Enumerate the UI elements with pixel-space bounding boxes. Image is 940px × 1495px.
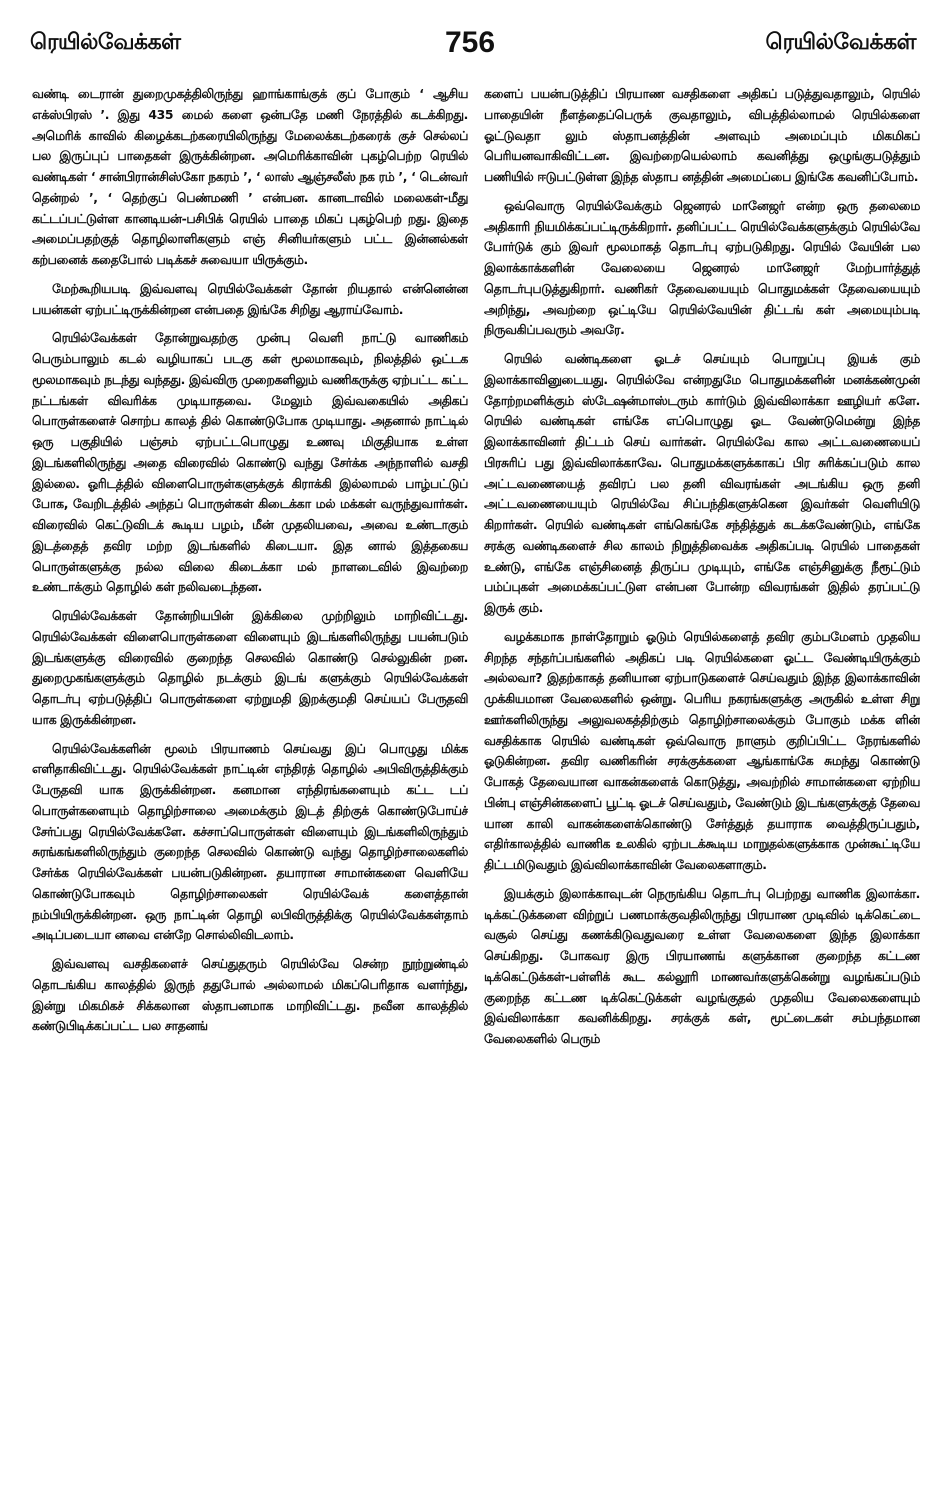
paragraph: வழக்கமாக நாள்தோறும் ஓடும் ரெயில்களைத் தவிர கும்பமேளம் முதலிய சிறந்த சந்தர்ப்பங்களில் அதிகப் படி ரெயில்களை ஓட்ட வேண்டியிருக்கும் அல்லவா? இதற்காகத் தனியான ஏற்பாடுகளைச் செய்வதும் இந்த இலாக்காவின் முக்கியமான வேலைகளில் ஒன்று. பெரிய நகரங்களுக்கு அருகில் உள்ள சிறு ஊர்களிலிருந்து அலுவலகத்திற்கும் தொழிற்சாலைக்கும் போகும் மக்க ளின் வசதிக்காக ரெயில் வண்டிகள் ஒவ்வொரு நாளும் குறிப்பிட்ட நேரங்களில் ஓடுகின்றன. தவிர வணிகரின் சரக்குக்களை ஆங்காங்கே சுமந்து கொண்டு போகத் தேவையான வாகன்களைக் கொடுத்து, அவற்றில் சாமான்களை ஏற்றிய பின்பு எஞ்சின்களைப் பூட்டி ஓடச் செய்வதும், வேண்டும் இடங்களுக்குத் தேவை யான காலி வாகன்களைக்கொண்டு சேர்த்துத் தயாராக வைத்திருப்பதும், எதிர்காலத்தில் வாணிக உலகில் ஏற்படக்கூடிய மாறுதல்களுக்காக முன்கூட்டியே திட்டமிடுவதும் இவ்விலாக்காவின் வேலைகளாகும். xyxy=(484,628,920,872)
paragraph: ரெயில் வண்டிகளை ஓடச் செய்யும் பொறுப்பு இயக் கும் இலாக்காவினுடையது. ரெயில்வே என்றதுமே பொதுமக்களின் மனக்கண்முன் தோற்றமளிக்கும் ஸ்டேஷன்மாஸ்டரும் கார்டும் இவ்விலாக்கா ஊழியர் களே. ரெயில் வண்டிகள் எங்கே எப்பொழுது ஓட வேண்டுமென்று இந்த இலாக்காவினர் திட்டம் செய் வார்கள். ரெயில்வே கால அட்டவணையைப் பிரசுரிப் பது இவ்விலாக்காவே. பொதுமக்களுக்காகப் பிர சுரிக்கப்படும் கால அட்டவணையைத் தவிரப் பல தனி விவரங்கள் அடங்கிய ஒரு தனி அட்டவணையையும் ரெயில்வே சிப்பந்திகளுக்கென இவர்கள் வெளியிடு கிறார்கள். ரெயில் வண்டிகள் எங்கெங்கே சந்தித்துக் கடக்கவேண்டும், எங்கே சரக்கு வண்டிகளைச் சில காலம் நிறுத்திவைக்க அதிகப்படி ரெயில் பாதைகள் உண்டு, எங்கே எஞ்சினைத் திருப்ப முடியும், எங்கே எஞ்சினுக்கு நீரூட்டும் பம்ப்புகள் அமைக்கப்பட்டுள என்பன போன்ற விவரங்கள் இதில் தரப்பட்டு இருக் கும். xyxy=(484,351,920,615)
right-column xyxy=(484,84,920,1484)
paragraph: இவ்வளவு வசதிகளைச் செய்துதரும் ரெயில்வே சென்ற நூற்றுண்டில் தொடங்கிய காலத்தில் இருந் ததுபோல் அல்லாமல் மிகப்பெரிதாக வளர்ந்து, இன்று மிகமிகச் சிக்கலான ஸ்தாபனமாக மாறிவிட்டது. நவீன காலத்தில் கண்டுபிடிக்கப்பட்ட பல சாதனங் xyxy=(32,956,468,1034)
paragraph: ரெயில்வேக்கள் தோன்றுவதற்கு முன்பு வெளி நாட்டு வாணிகம் பெரும்பாலும் கடல் வழியாகப் படகு கள் மூலமாகவும், நிலத்தில் ஒட்டக மூலமாகவும் நடந்து வந்தது. இவ்விரு முறைகளிலும் வணிகருக்கு ஏற்பட்ட கட்ட நட்டங்கள் விவரிக்க முடியாதவை. மேலும் இவ்வகையில் அதிகப் பொருள்களைச் சொற்ப காலத் தில் கொண்டுபோக முடியாது. அதனால் நாட்டில் ஒரு பகுதியில் பஞ்சம் ஏற்பட்டபொழுது உணவு மிகுதியாக உள்ள இடங்களிலிருந்து அதை விரைவில் கொண்டு வந்து சேர்க்க அந்நாளில் வசதி இல்லை. ஓரிடத்தில் விளைபொருள்களுக்குக் கிராக்கி இல்லாமல் பாழ்பட்டுப் போக, வேறிடத்தில் அந்தப் பொருள்கள் கிடைக்கா மல் மக்கள் வருந்துவார்கள். விரைவில் கெட்டுவிடக் கூடிய பழம், மீன் முதலியவை, அவை உண்டாகும் இடத்தைத் தவிர மற்ற இடங்களில் கிடையா. இத னால் இத்தகைய பொருள்களுக்கு நல்ல விலை கிடைக்கா மல் நாளடைவில் இவற்றை உண்டாக்கும் தொழில் கள் நலிவடைந்தன. xyxy=(32,330,468,595)
paragraph: மேற்கூறியபடி இவ்வளவு ரெயில்வேக்கள் தோன் றியதால் என்னென்ன பயன்கள் ஏற்பட்டிருக்கின்றன என்பதை இங்கே சிறிது ஆராய்வோம். xyxy=(32,280,468,317)
paragraph: வண்டி டைரான் துறைமுகத்திலிருந்து ஹாங்காங்குக் குப் போகும் ‘ ஆசிய எக்ஸ்பிரஸ் ’. இது 435 மைல் களை ஒன்பதே மணி நேரத்தில் கடக்கிறது. அமெரிக் காவில் கிழைக்கடற்கரையிலிருந்து மேலைக்கடற்கரைக் குச் செல்லப் பல இருப்புப் பாதைகள் இருக்கின்றன. அமெரிக்காவின் புகழ்பெற்ற ரெயில் வண்டிகள் ‘ சான்பிரான்சிஸ்கோ நகரம் ’, ‘ லாஸ் ஆஞ்சலீஸ் நக ரம் ’, ‘ டென்வர் தென்றல் ’, ‘ தெற்குப் பெண்மணி ’ என்பன. கானடாவில் மலைகள்-மீது கட்டப்பட்டுள்ள கானடியன்-பசிபிக் ரெயில் பாதை மிகப் புகழ்பெற் றது. இதை அமைப்பதற்குத் தொழிலாளிகளும் எஞ் சினியர்களும் பட்ட இன்னல்கள் கற்பனைக் கதைபோல் படிக்கச் சுவையா யிருக்கும். xyxy=(32,86,468,267)
page-number: 756 xyxy=(444,26,496,59)
paragraph: ரெயில்வேக்கள் தோன்றியபின் இக்கிலை முற்றிலும் மாறிவிட்டது. ரெயில்வேக்கள் விளைபொருள்களை விளையும் இடங்களிலிருந்து பயன்படும் இடங்களுக்கு விரைவில் குறைந்த செலவில் கொண்டு செல்லுகின் றன. துறைமுகங்களுக்கும் தொழில் நடக்கும் இடங் களுக்கும் ரெயில்வேக்கள் தொடர்பு ஏற்படுத்திப் பொருள்களை ஏற்றுமதி இறக்குமதி செய்யப் பேருதவி யாக இருக்கின்றன. xyxy=(32,608,468,727)
paragraph: களைப் பயன்படுத்திப் பிரயாண வசதிகளை அதிகப் படுத்துவதாலும், ரெயில் பாதையின் நீளத்தைப்பெருக் குவதாலும், விபத்தில்லாமல் ரெயில்களை ஓட்டுவதா லும் ஸ்தாபனத்தின் அளவும் அமைப்பும் மிகமிகப் பெரியனவாகிவிட்டன. இவற்றையெல்லாம் கவனித்து ஒழுங்குபடுத்தும் பணியில் ஈடுபட்டுள்ள இந்த ஸ்தாப னத்தின் அமைப்பை இங்கே கவனிப்போம். xyxy=(484,86,920,184)
paragraph: ரெயில்வேக்களின் மூலம் பிரயாணம் செய்வது இப் பொழுது மிக்க எளிதாகிவிட்டது. ரெயில்வேக்கள் நாட்டின் எந்திரத் தொழில் அபிவிருத்திக்கும் பேருதவி யாக இருக்கின்றன. கனமான எந்திரங்களையும் கட்ட டப் பொருள்களையும் தொழிற்சாலை அமைக்கும் இடத் திற்குக் கொண்டுபோய்ச் சேர்ப்பது ரெயில்வேக்களே. கச்சாப்பொருள்கள் விளையும் இடங்களிலிருந்தும் சுரங்கங்களிலிருந்தும் குறைந்த செலவில் கொண்டு வந்து தொழிற்சாலைகளில் சேர்க்க ரெயில்வேக்கள் பயன்படுகின்றன. தயாரான சாமான்களை வெளியே கொண்டுபோகவும் தொழிற்சாலைகள் ரெயில்வேக் களைத்தான் நம்பியிருக்கின்றன. ஒரு நாட்டின் தொழி லபிவிருத்திக்கு ரெயில்வேக்கள்தாம் அடிப்படையா னவை என்றே சொல்லிவிடலாம். xyxy=(32,740,468,943)
running-title-left: ரெயில்வேக்கள் xyxy=(30,30,181,55)
page-header xyxy=(0,0,940,66)
running-title-right: ரெயில்வேக்கள் xyxy=(765,30,916,55)
paragraph: இயக்கும் இலாக்காவுடன் நெருங்கிய தொடர்பு பெற்றது வாணிக இலாக்கா. டிக்கட்டுக்களை விற்றுப் பணமாக்குவதிலிருந்து பிரயாண முடிவில் டிக்கெட்டை வசூல் செய்து கணக்கிடுவதுவரை உள்ள வேலைகளை இந்த இலாக்கா செய்கிறது. போகவர இரு பிரயாணங் களுக்கான குறைந்த கட்டண டிக்கெட்டுக்கள்-பள்ளிக் கூட கல்லூரி மாணவர்களுக்கென்று வழங்கப்படும் குறைந்த கட்டண டிக்கெட்டுக்கள் வழங்குதல் முதலிய வேலைகளையும் இவ்விலாக்கா கவனிக்கிறது. சரக்குக் கள், மூட்டைகள் சம்பந்தமான வேலைகளில் பெரும் xyxy=(484,885,920,1046)
paragraph: ஒவ்வொரு ரெயில்வேக்கும் ஜெனரல் மானேஜர் என்ற ஒரு தலைமை அதிகாரி நியமிக்கப்பட்டிருக்கிறார். தனிப்பட்ட ரெயில்வேக்களுக்கும் ரெயில்வே போர்டுக் கும் இவர் மூலமாகத் தொடர்பு ஏற்படுகிறது. ரெயில் வேயின் பல இலாக்காக்களின் வேலையை ஜெனரல் மானேஜர் மேற்பார்த்துத் தொடர்புபடுத்துகிறார். வணிகர் தேவையையும் பொதுமக்கள் தேவையையும் அறிந்து, அவற்றை ஒட்டியே ரெயில்வேயின் திட்டங் கள் அமையும்படி நிருவகிப்பவரும் அவரே. xyxy=(484,197,920,338)
left-column xyxy=(32,84,468,1484)
